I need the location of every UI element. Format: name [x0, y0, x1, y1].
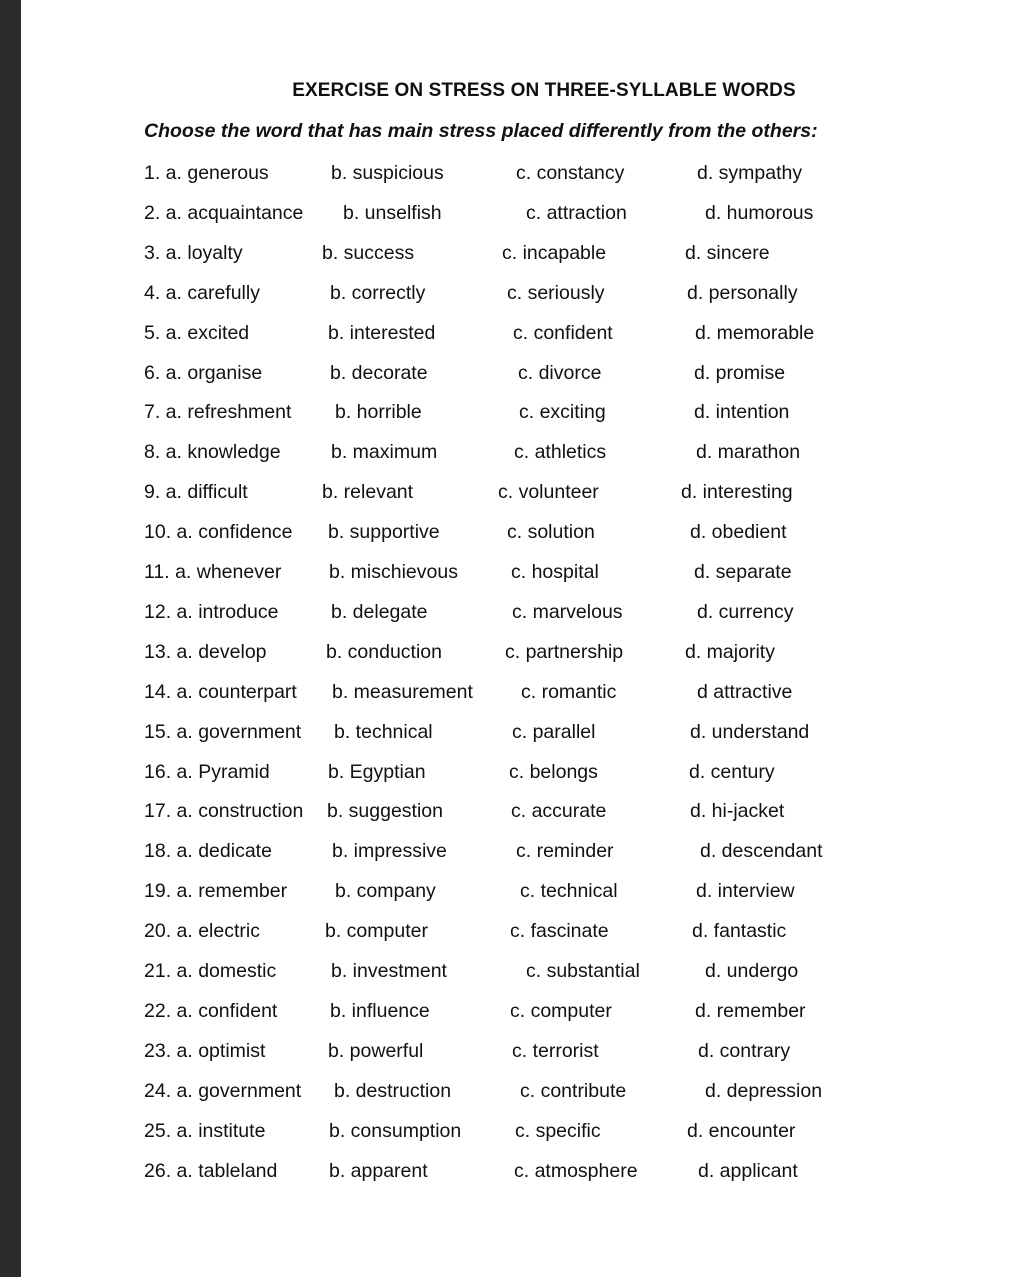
option-c: c. specific	[515, 1119, 601, 1142]
option-d: d. remember	[695, 999, 806, 1022]
option-c: c. exciting	[519, 401, 606, 424]
option-d: d. hi-jacket	[690, 800, 785, 823]
option-a: 4. a. carefully	[144, 281, 260, 304]
option-a: 13. a. develop	[144, 640, 267, 663]
option-b: b. consumption	[329, 1119, 462, 1142]
option-b: b. destruction	[334, 1079, 452, 1102]
question-row	[0, 358, 1024, 388]
option-b: b. investment	[331, 960, 447, 982]
question-row	[0, 557, 1024, 587]
option-b: b. measurement	[332, 680, 473, 703]
option-b: b. correctly	[330, 281, 426, 304]
option-a: 7. a. refreshment	[144, 401, 292, 424]
option-c: c. fascinate	[510, 920, 609, 943]
instruction: Choose the word that has main stress placed differently from the others:	[144, 120, 818, 142]
option-d: d. marathon	[696, 441, 801, 464]
question-row	[0, 717, 1024, 747]
option-a: 21. a. domestic	[144, 960, 277, 982]
option-b: b. decorate	[330, 361, 428, 384]
option-d: d. memorable	[695, 321, 815, 344]
option-c: c. computer	[510, 999, 612, 1022]
option-d: d. separate	[694, 561, 792, 583]
option-d: d. undergo	[705, 960, 799, 982]
question-row	[0, 198, 1024, 228]
option-c: c. constancy	[516, 162, 625, 184]
option-c: c. technical	[520, 880, 618, 903]
option-d: d. intention	[694, 401, 790, 424]
option-c: c. parallel	[512, 720, 596, 743]
option-b: b. Egyptian	[328, 760, 426, 783]
option-b: b. mischievous	[329, 561, 458, 583]
option-a: 3. a. loyalty	[144, 241, 243, 264]
option-c: c. terrorist	[512, 1039, 599, 1062]
option-b: b. powerful	[328, 1039, 424, 1062]
option-a: 17. a. construction	[144, 800, 304, 823]
option-c: c. confident	[513, 321, 613, 344]
option-a: 23. a. optimist	[144, 1039, 266, 1062]
option-a: 19. a. remember	[144, 880, 288, 903]
question-row	[0, 757, 1024, 787]
question-row	[0, 1036, 1024, 1066]
option-b: b. company	[335, 880, 436, 903]
option-c: c. attraction	[526, 201, 627, 224]
option-d: d. century	[689, 760, 775, 783]
option-d: d. depression	[705, 1079, 823, 1102]
option-a: 11. a. whenever	[144, 561, 282, 583]
option-b: b. technical	[334, 720, 433, 743]
question-row	[0, 278, 1024, 308]
option-d: d. sympathy	[697, 162, 803, 184]
option-b: b. suggestion	[327, 800, 444, 823]
option-c: c. seriously	[507, 281, 605, 304]
option-a: 2. a. acquaintance	[144, 201, 304, 224]
option-a: 26. a. tableland	[144, 1159, 278, 1182]
option-d: d attractive	[697, 680, 793, 703]
question-row	[0, 876, 1024, 906]
question-row	[0, 996, 1024, 1026]
option-d: d. encounter	[687, 1119, 796, 1142]
question-row	[0, 1156, 1024, 1186]
option-a: 24. a. government	[144, 1079, 302, 1102]
option-a: 15. a. government	[144, 720, 302, 743]
option-d: d. obedient	[690, 521, 787, 544]
option-b: b. maximum	[331, 441, 438, 464]
page-title: EXERCISE ON STRESS ON THREE-SYLLABLE WORDS	[292, 80, 796, 101]
option-d: d. contrary	[698, 1039, 791, 1062]
option-b: b. interested	[328, 321, 436, 344]
question-row	[0, 437, 1024, 467]
option-a: 5. a. excited	[144, 321, 250, 344]
option-c: c. partnership	[505, 640, 624, 663]
question-row	[0, 836, 1024, 866]
option-c: c. contribute	[520, 1079, 627, 1102]
option-c: c. divorce	[518, 361, 602, 384]
option-a: 12. a. introduce	[144, 600, 279, 623]
option-d: d. promise	[694, 361, 786, 384]
option-d: d. applicant	[698, 1159, 798, 1182]
question-row	[0, 238, 1024, 268]
option-d: d. fantastic	[692, 920, 787, 943]
option-c: c. athletics	[514, 441, 607, 464]
option-c: c. accurate	[511, 800, 607, 823]
option-a: 14. a. counterpart	[144, 680, 297, 703]
option-d: d. understand	[690, 720, 810, 743]
option-c: c. romantic	[521, 680, 617, 703]
option-d: d. personally	[687, 281, 798, 304]
question-row	[0, 597, 1024, 627]
option-c: c. belongs	[509, 760, 598, 783]
option-b: b. apparent	[329, 1159, 428, 1182]
option-a: 25. a. institute	[144, 1119, 266, 1142]
option-a: 8. a. knowledge	[144, 441, 281, 464]
option-d: d. majority	[685, 640, 775, 663]
option-a: 6. a. organise	[144, 361, 263, 384]
option-b: b. impressive	[332, 840, 447, 863]
option-d: d. sincere	[685, 241, 770, 264]
question-row	[0, 916, 1024, 946]
question-row	[0, 1076, 1024, 1106]
option-b: b. supportive	[328, 521, 440, 544]
option-b: b. computer	[325, 920, 428, 943]
option-c: c. incapable	[502, 241, 607, 264]
question-row	[0, 158, 1024, 188]
option-b: b. horrible	[335, 401, 422, 424]
question-row	[0, 796, 1024, 826]
option-c: c. hospital	[511, 561, 599, 583]
option-a: 18. a. dedicate	[144, 840, 272, 863]
option-b: b. unselfish	[343, 201, 442, 224]
option-a: 9. a. difficult	[144, 481, 248, 504]
option-a: 16. a. Pyramid	[144, 760, 270, 783]
question-row	[0, 637, 1024, 667]
option-b: b. success	[322, 241, 415, 264]
option-b: b. suspicious	[331, 162, 444, 184]
option-d: d. humorous	[705, 201, 814, 224]
option-b: b. influence	[330, 999, 430, 1022]
option-d: d. currency	[697, 600, 794, 623]
option-d: d. interesting	[681, 481, 793, 504]
option-c: c. volunteer	[498, 481, 599, 504]
option-c: c. atmosphere	[514, 1159, 638, 1182]
option-b: b. conduction	[326, 640, 443, 663]
question-row	[0, 956, 1024, 986]
option-a: 20. a. electric	[144, 920, 260, 943]
question-row	[0, 517, 1024, 547]
option-a: 22. a. confident	[144, 999, 278, 1022]
option-d: d. descendant	[700, 840, 823, 863]
option-c: c. substantial	[526, 960, 640, 982]
question-row	[0, 397, 1024, 427]
option-c: c. solution	[507, 521, 595, 544]
question-row	[0, 477, 1024, 507]
option-b: b. relevant	[322, 481, 414, 504]
question-row	[0, 318, 1024, 348]
question-row	[0, 677, 1024, 707]
option-a: 10. a. confidence	[144, 521, 293, 544]
option-c: c. reminder	[516, 840, 614, 863]
option-c: c. marvelous	[512, 600, 623, 623]
option-d: d. interview	[696, 880, 795, 903]
question-row	[0, 1116, 1024, 1146]
option-b: b. delegate	[331, 600, 428, 623]
option-a: 1. a. generous	[144, 162, 269, 184]
